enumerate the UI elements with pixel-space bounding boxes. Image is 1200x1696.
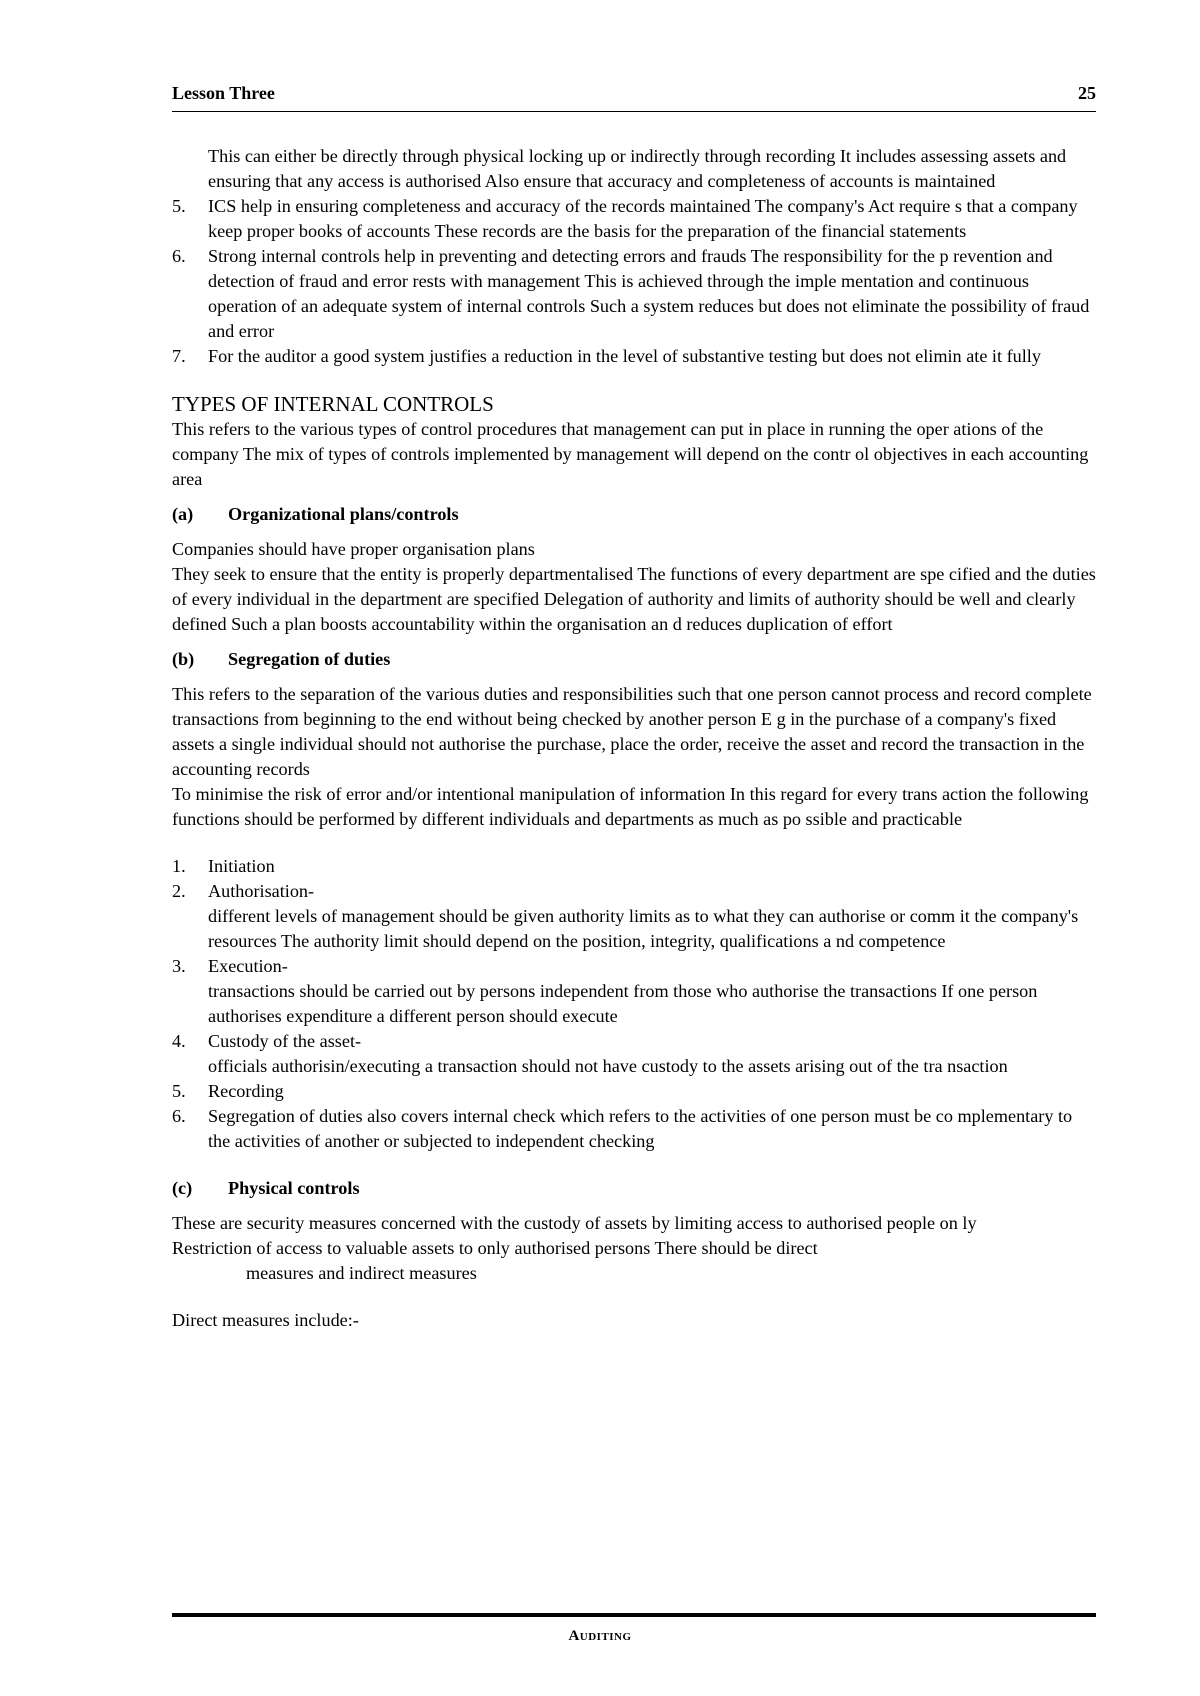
paragraph: Companies should have proper organisation plans <box>172 539 535 559</box>
paragraph: This refers to the separation of the various duties and responsibilities such that one person cannot process and record complete transactions from beginning to the end without being checked by another person E g in the purchase of a company's fixed assets a single individual should not authorise the purchase, place the order, receive the asset and record the transaction in the accounting records <box>172 684 1092 779</box>
list-number: 1. <box>172 856 186 876</box>
list-text: Segregation of duties also covers internal check which refers to the activities of one person must be co mplementary to the activities of another or subjected to independent checking <box>208 1106 1073 1151</box>
list-detail: officials authorisin/executing a transaction should not have custody to the assets arising out of the tra nsaction <box>208 1056 1008 1076</box>
paragraph: measures and indirect measures <box>246 1263 477 1283</box>
list-number: 7. <box>172 346 186 366</box>
paragraph: To minimise the risk of error and/or intentional manipulation of information In this regard for every trans action the following functions should be performed by different individuals and departments as much as po ssible and practicable <box>172 784 1089 829</box>
list-text: ICS help in ensuring completeness and accuracy of the records maintained The company's Act require s that a company keep proper books of accounts These records are the basis for the preparation of the financial statements <box>208 196 1078 241</box>
subsection-letter: (a) <box>172 504 194 524</box>
list-item <box>172 1079 1096 1104</box>
footer-rule <box>172 1613 1096 1617</box>
subsection-heading-a <box>172 502 1096 527</box>
list-number: 6. <box>172 246 186 266</box>
spacer <box>172 1154 1096 1166</box>
list-text: Initiation <box>208 856 275 876</box>
subsection-letter: (b) <box>172 649 195 669</box>
list-number: 4. <box>172 1031 186 1051</box>
list-number: 2. <box>172 881 186 901</box>
list-item <box>172 1104 1096 1154</box>
list-text: Strong internal controls help in preventing and detecting errors and frauds The responsibility for the p revention and detection of fraud and error rests with management This is achieved through the imple mentation and continuous operation of an adequate system of internal controls Such a system reduces but does not eliminate the possibility of fraud and error <box>208 246 1090 341</box>
list-text: Execution- <box>208 956 288 976</box>
types-intro: This refers to the various types of control procedures that management can put in place in running the oper ations of the company The mix of types of controls implemented by management will depend on the contr ol objectives in each accounting area <box>172 419 1089 489</box>
subsection-title: Segregation of duties <box>228 649 391 669</box>
subsection-title: Organizational plans/controls <box>228 504 459 524</box>
subsection-heading-b <box>172 647 1096 672</box>
paragraph: These are security measures concerned with the custody of assets by limiting access to authorised people on ly <box>172 1213 977 1233</box>
page-body <box>172 144 1096 1333</box>
list-number: 5. <box>172 1081 186 1101</box>
list-number: 6. <box>172 1106 186 1126</box>
paragraph: Restriction of access to valuable assets to only authorised persons There should be direct <box>172 1238 818 1258</box>
footer-title: Auditing <box>568 1628 632 1644</box>
subsection-title: Physical controls <box>228 1178 360 1198</box>
spacer <box>172 832 1096 854</box>
list-text: Authorisation- <box>208 881 315 901</box>
list-text: For the auditor a good system justifies a reduction in the level of substantive testing but does not elimin ate it fully <box>208 346 1041 366</box>
list-item <box>172 854 1096 879</box>
list-detail: transactions should be carried out by persons independent from those who authorise the transactions If one person authorises expenditure a different person should execute <box>208 981 1038 1026</box>
paragraph: They seek to ensure that the entity is properly departmentalised The functions of every department are spe cified and the duties of every individual in the department are specified Delegation of authority and limits of authority should be well and clearly defined Such a plan boosts accountability within the organisation an d reduces duplication of effort <box>172 564 1096 634</box>
intro-continuation: This can either be directly through physical locking up or indirectly through recording It includes assessing assets and ensuring that any access is authorised Also ensure that accuracy and completeness of accounts is maintained <box>208 146 1067 191</box>
list-item <box>172 1029 1096 1054</box>
list-text: Custody of the asset- <box>208 1031 362 1051</box>
list-text: Recording <box>208 1081 284 1101</box>
lesson-title: Lesson Three <box>172 83 275 103</box>
list-detail: different levels of management should be given authority limits as to what they can authorise or comm it the company's resources The authority limit should depend on the position, integrity, qualifications a nd competence <box>208 906 1079 951</box>
spacer <box>172 1286 1096 1308</box>
list-item <box>172 954 1096 979</box>
segregation-steps <box>172 854 1096 1154</box>
list-number: 5. <box>172 196 186 216</box>
section-heading: TYPES OF INTERNAL CONTROLS <box>172 392 494 416</box>
list-item <box>172 344 1096 369</box>
list-number: 3. <box>172 956 186 976</box>
subsection-heading-c <box>172 1176 1096 1201</box>
page-number: 25 <box>1078 83 1096 103</box>
page-header <box>172 83 1096 112</box>
subsection-letter: (c) <box>172 1178 193 1198</box>
list-item <box>172 244 1096 344</box>
paragraph: Direct measures include:- <box>172 1310 359 1330</box>
list-item <box>172 194 1096 244</box>
list-item <box>172 879 1096 904</box>
